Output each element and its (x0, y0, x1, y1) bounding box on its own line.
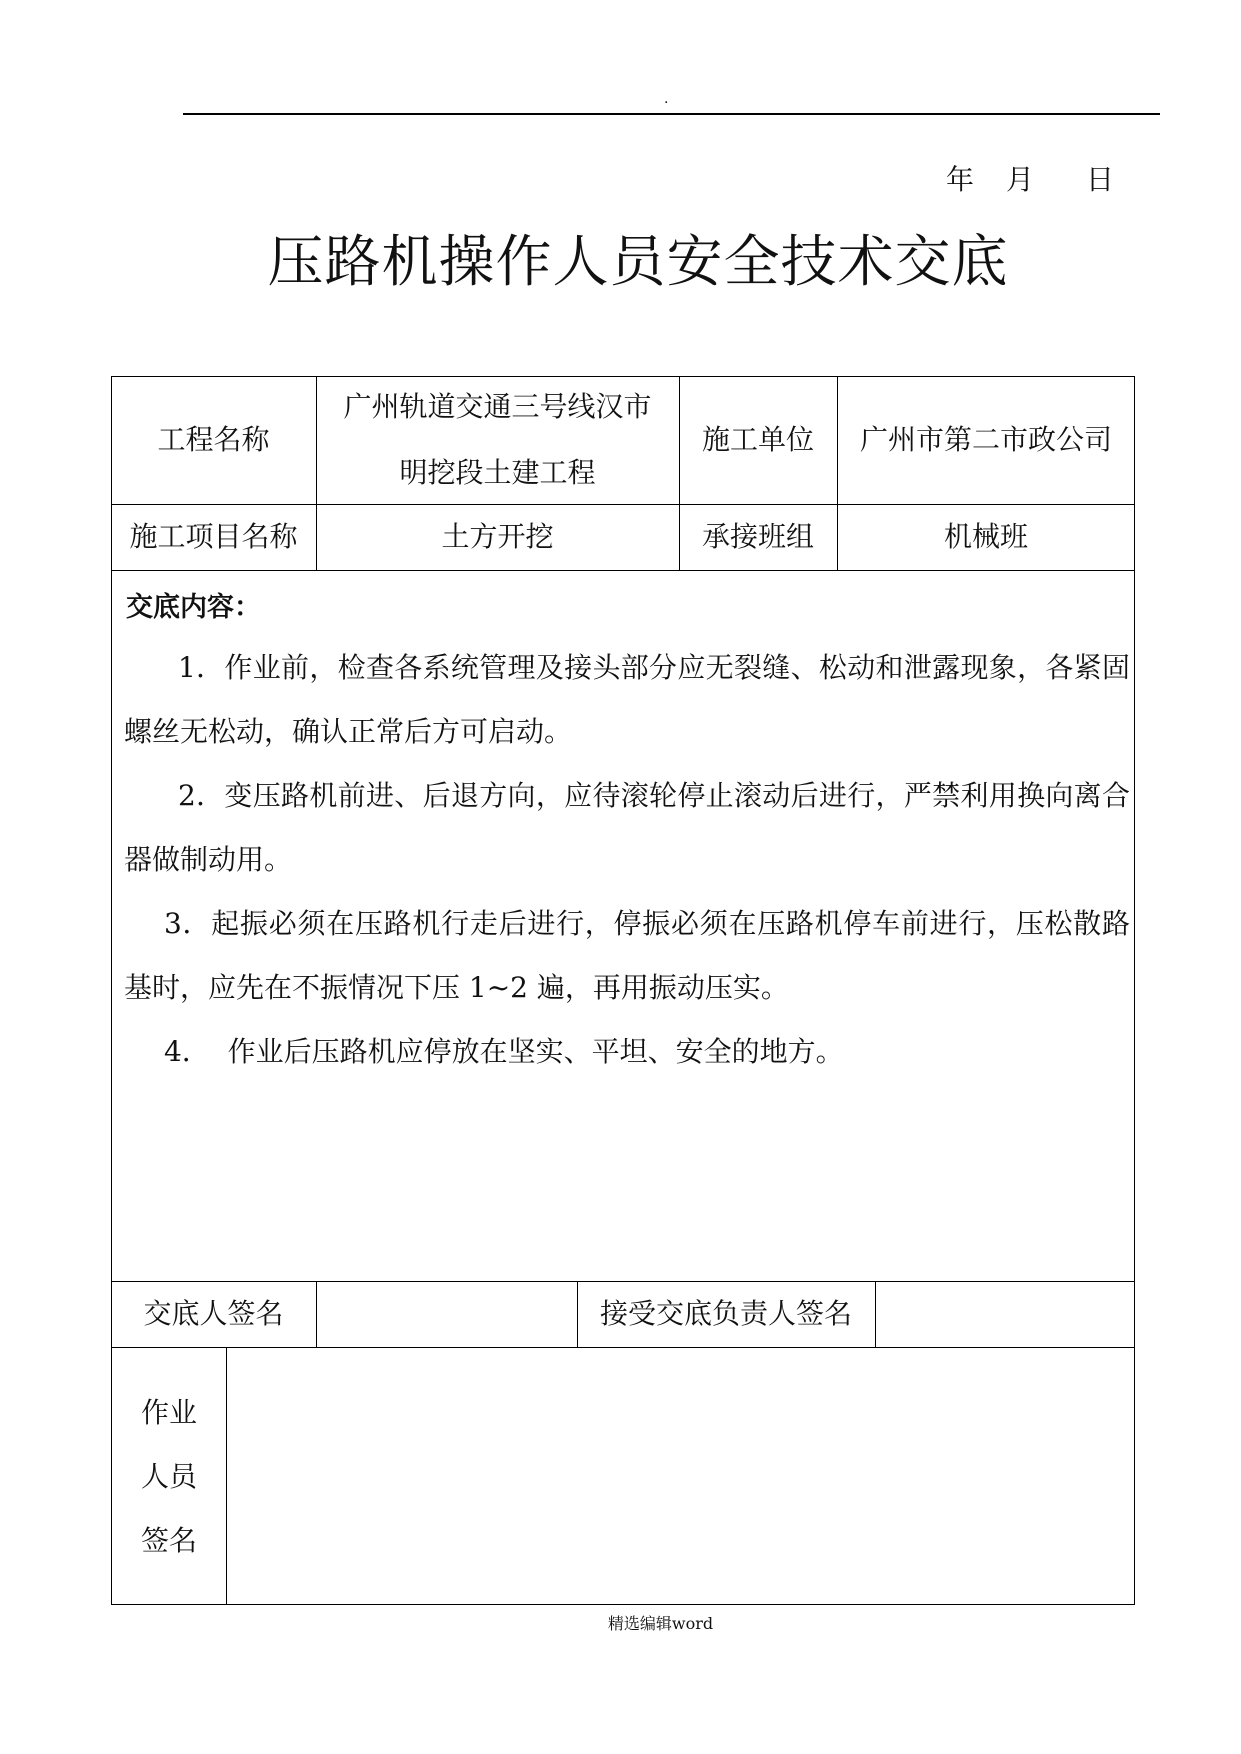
item-name-label: 施工项目名称 (129, 520, 298, 553)
workers-label-line1: 作业 (140, 1396, 197, 1429)
project-name-label: 工程名称 (157, 423, 270, 456)
team-value: 机械班 (943, 520, 1028, 553)
footer-text: 精选编辑word (607, 1614, 714, 1633)
content-item-3: 3．起振必须在压路机行走后进行，停振必须在压路机停车前进行，压松散路基时，应先在不振情况下压 1~2 遍，再用振动压实。 (124, 907, 1130, 1004)
content-item-1: 1．作业前，检查各系统管理及接头部分应无裂缝、松动和泄露现象，各紧固螺丝无松动，确认正常后方可启动。 (124, 651, 1130, 748)
workers-signature-field[interactable] (226, 1347, 1135, 1605)
workers-signature-label (114, 1381, 224, 1573)
receiver-signature-field[interactable] (875, 1281, 1135, 1347)
content-item-2: 2．变压路机前进、后退方向，应待滚轮停止滚动后进行，严禁利用换向离合器做制动用。 (124, 779, 1130, 876)
contractor-value: 广州市第二市政公司 (859, 423, 1112, 456)
project-name-line1: 广州轨道交通三号线汉市 (343, 390, 652, 423)
item-name-value: 土方开挖 (441, 520, 554, 553)
workers-label-line3: 签名 (140, 1524, 197, 1557)
content-heading: 交底内容： (126, 592, 261, 623)
discloser-signature-field[interactable] (316, 1281, 577, 1347)
date-day-label: 日 (1086, 163, 1115, 196)
project-name-line2: 明挖段土建工程 (399, 456, 596, 489)
content-item-4: 4． 作业后压路机应停放在坚实、平坦、安全的地方。 (164, 1035, 844, 1068)
date-line (946, 160, 1114, 200)
table-rule-row2 (111, 570, 1135, 571)
document-title: 压路机操作人员安全技术交底 (267, 230, 1009, 295)
workers-label-line2: 人员 (140, 1460, 197, 1493)
contractor-label: 施工单位 (701, 423, 814, 456)
receiver-signature-label: 接受交底负责人签名 (599, 1297, 852, 1330)
header-rule (183, 113, 1160, 115)
team-label: 承接班组 (701, 520, 814, 553)
header-dot: . (664, 91, 669, 107)
project-name-value (316, 376, 679, 504)
date-year-label: 年 (946, 163, 975, 196)
date-month-label: 月 (1006, 163, 1035, 196)
discloser-signature-label: 交底人签名 (143, 1297, 284, 1330)
